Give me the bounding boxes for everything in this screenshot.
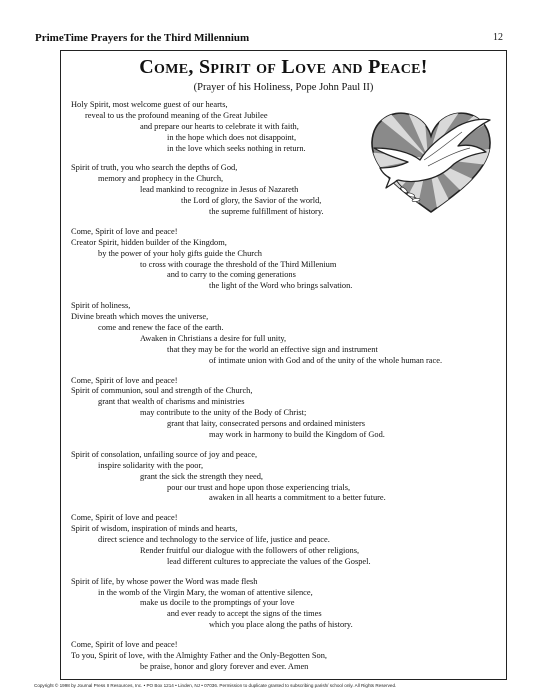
prayer-subtitle: (Prayer of his Holiness, Pope John Paul II) (193, 82, 374, 93)
page-number: 12 (493, 32, 503, 43)
prayer-line: and to carry to the coming generations (167, 270, 296, 280)
prayer-line: grant that laity, consecrated persons and ordained ministers (167, 419, 366, 429)
prayer-line: in the love which seeks nothing in return. (167, 143, 306, 153)
prayer-line: grant that wealth of charisms and ministries (98, 397, 245, 407)
prayer-line: grant the sick the strength they need, (140, 471, 264, 481)
prayer-line: To you, Spirit of love, with the Almighty Father and the Only-Begotten Son, (71, 651, 327, 660)
prayer-line: by the power of your holy gifts guide the Church (98, 248, 262, 258)
prayer-stanza (71, 163, 501, 218)
prayer-line: be praise, honor and glory forever and ever. Amen (140, 661, 309, 671)
prayer-line: Spirit of wisdom, inspiration of minds and hearts, (71, 524, 238, 534)
copyright-footer: Copyright © 1998 by Journal Press II Resources, Inc. • PO Box 1214 • Linden, NJ • 07036. Permission to duplicate granted to subscribing parish/ school only. All Rights Reserved. (34, 683, 397, 688)
prayer-line: awaken in all hearts a commitment to a better future. (209, 493, 386, 503)
prayer-stanza (71, 100, 501, 155)
prayer-line: memory and prophecy in the Church, (98, 174, 224, 184)
prayer-line: reveal to us the profound meaning of the Great Jubilee (85, 110, 268, 120)
prayer-body (71, 100, 501, 682)
prayer-line: the Lord of glory, the Savior of the world, (181, 196, 322, 206)
prayer-line: to cross with courage the threshold of the Third Millenium (140, 259, 337, 269)
prayer-line: direct science and technology to the service of life, justice and peace. (98, 535, 330, 545)
prayer-stanza (71, 513, 501, 568)
prayer-line: Holy Spirit, most welcome guest of our hearts, (71, 100, 228, 109)
prayer-line: Come, Spirit of love and peace! (71, 226, 178, 236)
prayer-line: Come, Spirit of love and peace! (71, 640, 178, 650)
prayer-line: Come, Spirit of love and peace! (71, 375, 178, 385)
prayer-line: Spirit of life, by whose power the Word was made flesh (71, 576, 258, 586)
prayer-line: which you place along the paths of history. (209, 620, 353, 630)
prayer-stanza (71, 376, 501, 441)
prayer-line: Spirit of consolation, unfailing source of joy and peace, (71, 449, 258, 459)
prayer-line: in the hope which does not disappoint, (167, 132, 297, 142)
prayer-line: Spirit of communion, soul and strength of the Church, (71, 386, 253, 396)
prayer-line: the supreme fulfillment of history. (209, 207, 324, 217)
prayer-line: inspire solidarity with the poor, (98, 460, 204, 470)
prayer-line: of intimate union with God and of the unity of the whole human race. (209, 355, 443, 365)
prayer-stanza (71, 577, 501, 632)
prayer-stanza (71, 227, 501, 292)
prayer-line: lead different cultures to appreciate the values of the Gospel. (167, 556, 371, 566)
prayer-line: Awaken in Christians a desire for full unity, (140, 333, 287, 343)
prayer-line: that they may be for the world an effective sign and instrument (167, 344, 378, 354)
prayer-line: Spirit of truth, you who search the depths of God, (71, 163, 238, 173)
prayer-line: the light of the Word who brings salvation. (209, 281, 353, 291)
prayer-line: Render fruitful our dialogue with the followers of other religions, (140, 545, 360, 555)
prayer-line: make us docile to the promptings of your love (140, 598, 295, 608)
prayer-line: may work in harmony to build the Kingdom of God. (209, 430, 385, 440)
prayer-line: may contribute to the unity of the Body of Christ; (140, 408, 307, 418)
prayer-line: come and renew the face of the earth. (98, 322, 224, 332)
prayer-stanza (71, 301, 501, 366)
prayer-line: Spirit of holiness, (71, 301, 131, 311)
prayer-stanza (71, 450, 501, 505)
prayer-line: Divine breath which moves the universe, (71, 312, 209, 322)
prayer-line: and prepare our hearts to celebrate it with faith, (140, 121, 299, 131)
prayer-stanza (71, 640, 501, 673)
page-header-title: PrimeTime Prayers for the Third Millennium (35, 32, 250, 44)
prayer-line: Creator Spirit, hidden builder of the Kingdom, (71, 237, 227, 247)
prayer-line: and ever ready to accept the signs of the times (167, 609, 322, 619)
prayer-line: in the womb of the Virgin Mary, the woman of attentive silence, (98, 587, 313, 597)
prayer-title: Come, Spirit of Love and Peace! (139, 56, 428, 78)
prayer-line: Come, Spirit of love and peace! (71, 513, 178, 523)
prayer-line: lead mankind to recognize in Jesus of Nazareth (140, 185, 299, 195)
prayer-line: pour our trust and hope upon those experiencing trials, (167, 482, 351, 492)
